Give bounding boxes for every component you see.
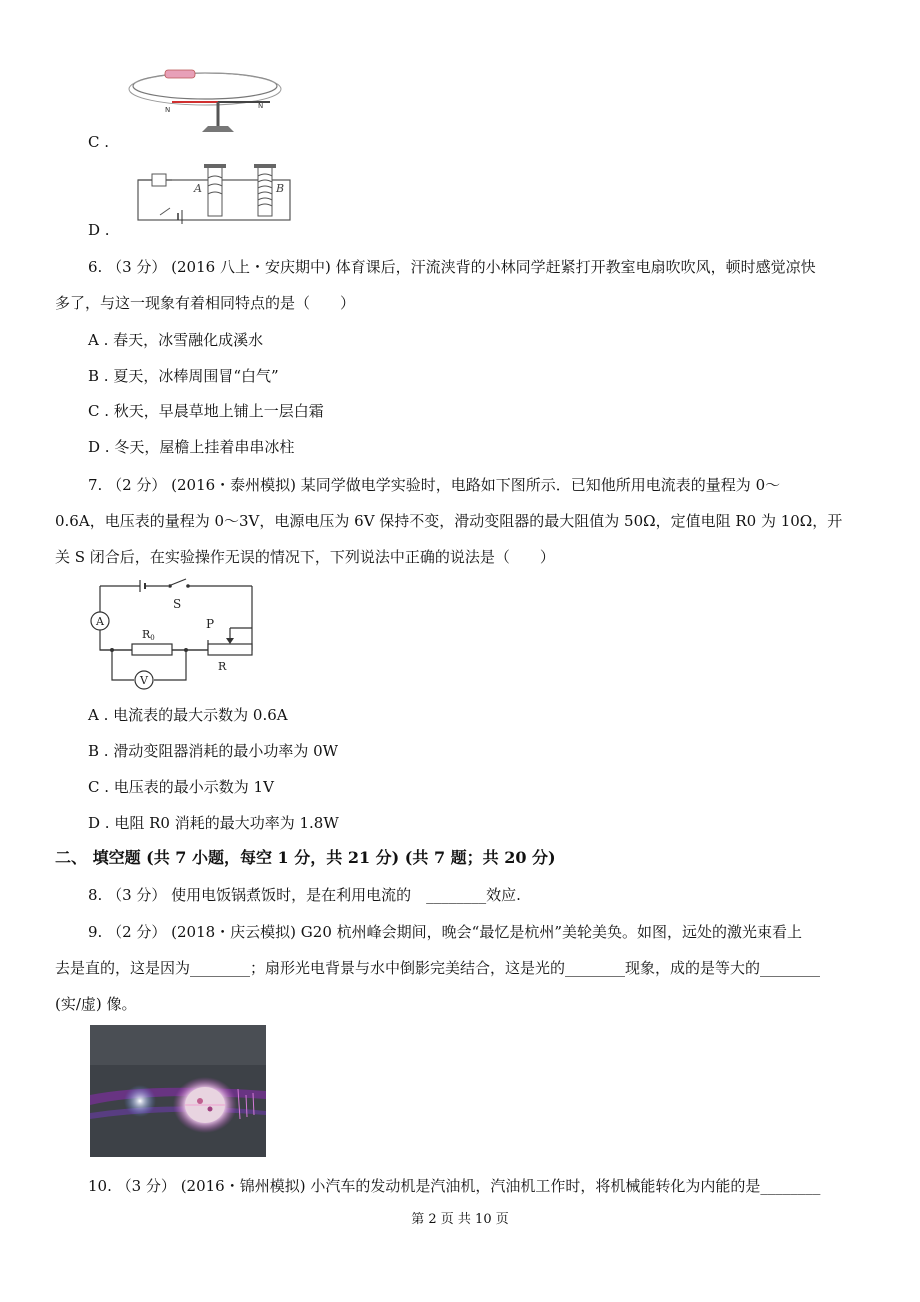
section-2-heading: 二、 填空题 (共 7 小题，每空 1 分，共 21 分) (共 7 题；共 20 分) [55, 848, 556, 867]
figure-electromagnets [132, 158, 302, 228]
q6-option-b: B . 夏天，冰棒周围冒“白气” [88, 367, 279, 385]
q6-option-c: C . 秋天，早晨草地上铺上一层白霜 [88, 402, 324, 420]
q8-line1: 8. （3 分） 使用电饭锅煮饭时，是在利用电流的 ________效应. [88, 886, 521, 904]
voltmeter-label: V [140, 674, 148, 687]
svg-text:N: N [258, 102, 264, 110]
option-d-label: D . [88, 221, 110, 239]
q7-option-c: C . 电压表的最小示数为 1V [88, 778, 274, 796]
q6-option-a: A . 春天，冰雪融化成溪水 [88, 331, 264, 349]
q7-line3: 关 S 闭合后，在实验操作无误的情况下，下列说法中正确的说法是（ ） [55, 548, 555, 566]
electromagnet-b-label: B [276, 182, 285, 195]
resistor-r0-label: R0 [142, 628, 155, 642]
q9-line3: (实/虚) 像。 [55, 995, 137, 1013]
figure-compass-coil [120, 60, 290, 135]
q7-line2: 0.6A，电压表的量程为 0～3V，电源电压为 6V 保持不变，滑动变阻器的最大阻值为 50Ω，定值电阻 R0 为 10Ω，开 [55, 512, 843, 530]
q6-line2: 多了，与这一现象有着相同特点的是（ ） [55, 294, 356, 312]
q7-option-d: D . 电阻 R0 消耗的最大功率为 1.8W [88, 814, 339, 832]
switch-label: S [173, 597, 182, 611]
q7-option-a: A . 电流表的最大示数为 0.6A [88, 706, 288, 724]
ammeter-label: A [96, 615, 104, 628]
laser-show-photo [90, 1025, 266, 1157]
q7-line1: 7. （2 分） (2016・泰州模拟) 某同学做电学实验时，电路如下图所示．已知他所用电流表的量程为 0～ [88, 476, 781, 494]
svg-text:N: N [165, 106, 171, 114]
rheostat-icon [208, 644, 252, 655]
q6-line1: 6. （3 分） (2016 八上・安庆期中) 体育课后，汗流浃背的小林同学赶紧打开教室电扇吹吹风，顿时感觉凉快 [88, 258, 816, 276]
q6-option-d: D . 冬天，屋檐上挂着串串冰柱 [88, 438, 295, 456]
q7-option-b: B . 滑动变阻器消耗的最小功率为 0W [88, 742, 339, 760]
slider-label: P [206, 617, 215, 631]
resistor-r0-icon [132, 644, 172, 655]
circuit-diagram [88, 578, 263, 692]
option-c-label: C . [88, 133, 110, 151]
rheostat-label: R [218, 660, 227, 673]
q10-line1: 10. （3 分） (2016・锦州模拟) 小汽车的发动机是汽油机，汽油机工作时，将机械能转化为内能的是________ [88, 1177, 821, 1195]
q9-line2: 去是直的，这是因为________；扇形光电背景与水中倒影完美结合，这是光的________现象，成的是等大的________ [55, 959, 821, 977]
page-footer: 第 2 页 共 10 页 [411, 1212, 509, 1227]
q9-line1: 9. （2 分） (2018・庆云模拟) G20 杭州峰会期间，晚会“最忆是杭州”美轮美奂。如图，远处的激光束看上 [88, 923, 802, 941]
electromagnet-a-label: A [194, 182, 202, 195]
